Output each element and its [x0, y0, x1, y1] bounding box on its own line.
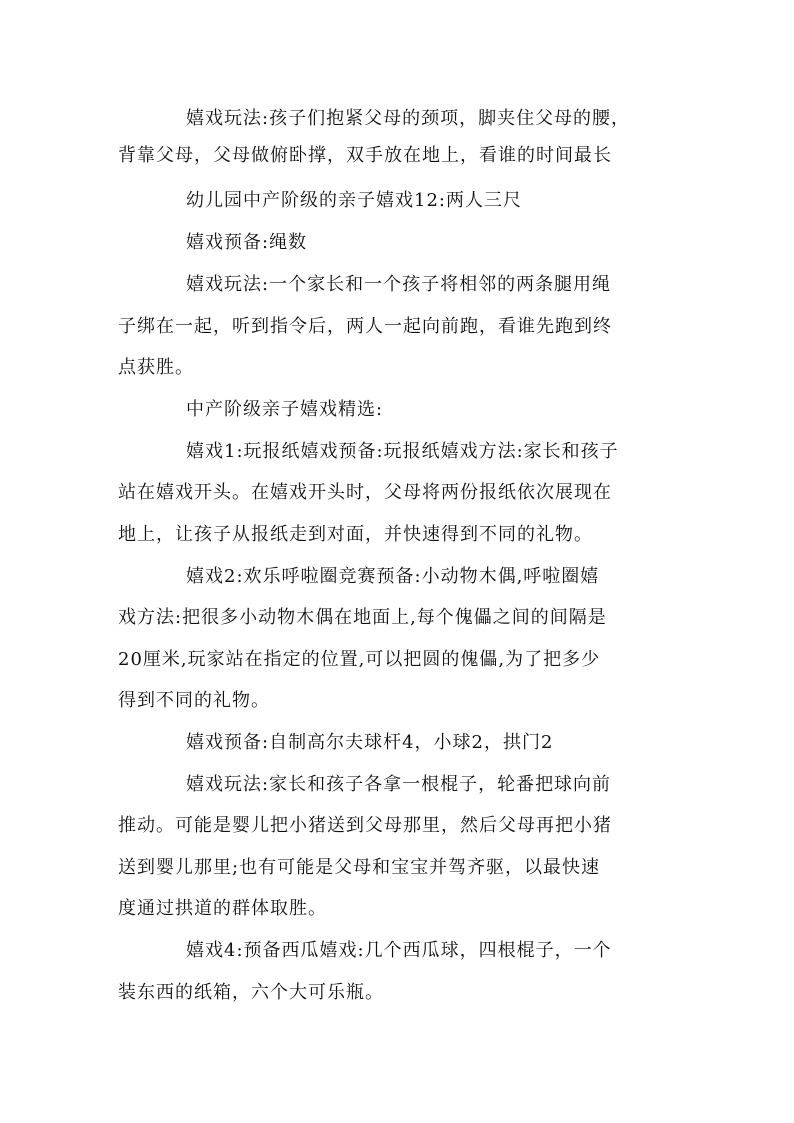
paragraph-line: 站在嬉戏开头。在嬉戏开头时，父母将两份报纸依次展现在 — [118, 482, 612, 503]
paragraph-line: 戏方法:把很多小动物木偶在地面上,每个傀儡之间的间隔是 — [118, 607, 607, 628]
paragraph-line: 得到不同的礼物。 — [118, 690, 270, 711]
paragraph-line: 嬉戏2:欢乐呼啦圈竞赛预备:小动物木偶,呼啦圈嬉 — [186, 566, 600, 587]
paragraph-line: 嬉戏玩法:家长和孩子各拿一根棍子，轮番把球向前 — [186, 774, 612, 795]
paragraph-line: 嬉戏玩法:一个家长和一个孩子将相邻的两条腿用绳 — [186, 274, 612, 295]
paragraph-line: 度通过拱道的群体取胜。 — [118, 898, 327, 919]
paragraph-line: 嬉戏4:预备西瓜嬉戏:几个西瓜球，四根棍子，一个 — [186, 940, 612, 961]
paragraph-line: 送到婴儿那里;也有可能是父母和宝宝并驾齐驱，以最快速 — [118, 857, 601, 878]
paragraph-line: 点获胜。 — [118, 357, 194, 378]
paragraph-line: 嬉戏1:玩报纸嬉戏预备:玩报纸嬉戏方法:家长和孩子 — [186, 441, 619, 462]
paragraph-line: 子绑在一起，听到指令后，两人一起向前跑，看谁先跑到终 — [118, 316, 612, 337]
paragraph-line: 推动。可能是婴儿把小猪送到父母那里，然后父母再把小猪 — [118, 815, 612, 836]
section-heading: 幼儿园中产阶级的亲子嬉戏12:两人三尺 — [186, 190, 522, 211]
paragraph-line: 20厘米,玩家站在指定的位置,可以把圆的傀儡,为了把多少 — [118, 649, 601, 670]
section-heading: 中产阶级亲子嬉戏精选: — [186, 399, 384, 420]
paragraph-line: 嬉戏预备:自制高尔夫球杆4，小球2，拱门2 — [186, 732, 554, 753]
paragraph-line: 嬉戏玩法:孩子们抱紧父母的颈项，脚夹住父母的腰， — [186, 108, 631, 129]
paragraph-line: 背靠父母，父母做俯卧撑，双手放在地上，看谁的时间最长 — [118, 145, 612, 166]
paragraph-line: 地上，让孩子从报纸走到对面，并快速得到不同的礼物。 — [118, 524, 593, 545]
paragraph-line: 嬉戏预备:绳数 — [186, 232, 308, 253]
paragraph-line: 装东西的纸箱，六个大可乐瓶。 — [118, 982, 384, 1003]
